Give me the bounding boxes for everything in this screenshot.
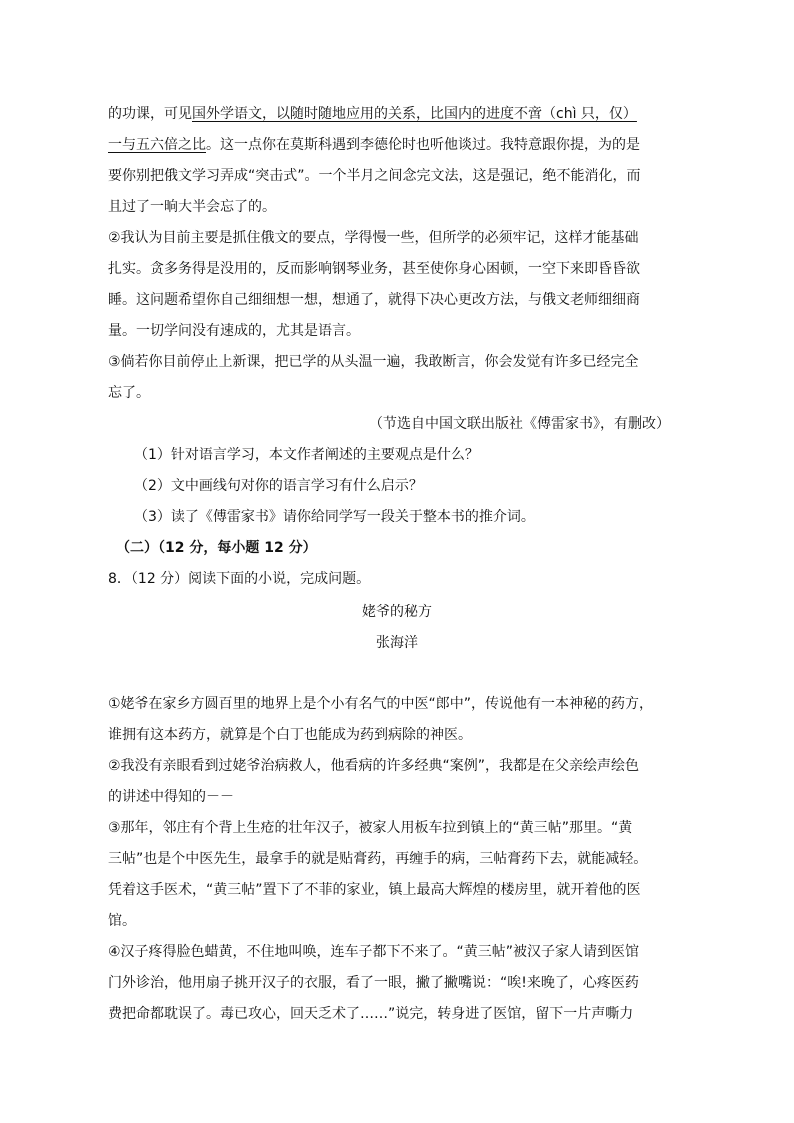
paragraph-3-line-1: ③倘若你目前停止上新课，把已学的从头温一遍，我敢断言，你会发觉有许多已经完全 xyxy=(108,354,639,370)
section-header: （二）（12 分，每小题 12 分） xyxy=(116,540,317,556)
story-paragraph-1-line-1: ①姥爷在家乡方圆百里的地界上是个小有名气的中医“郎中”，传说他有一本神秘的药方， xyxy=(108,696,654,712)
paragraph-1-line-1 xyxy=(108,104,678,124)
story-title: 姥爷的秘方 xyxy=(362,604,432,620)
paragraph-2-line-1: ②我认为目前主要是抓住俄文的要点，学得慢一些，但所学的必须牢记，这样才能基础 xyxy=(108,230,639,246)
paragraph-1-line-2 xyxy=(108,135,678,155)
underlined-text: 国外学语文，以随时随地应用的关系，比国内的进度不啻（chì 只，仅） xyxy=(192,106,637,122)
question-2: （2）文中画线句对你的语言学习有什么启示？ xyxy=(134,478,423,494)
story-paragraph-4-line-1: ④汉子疼得脸色蜡黄，不住地叫唤，连车子都下不来了。“黄三帖”被汉子家人请到医馆 xyxy=(108,944,640,960)
story-paragraph-3-line-2: 三帖”也是个中医先生，最拿手的就是贴膏药，再缠手的病，三帖膏药下去，就能减轻。 xyxy=(108,851,648,867)
underlined-text: 一与五六倍之比 xyxy=(108,137,206,153)
story-paragraph-3-line-1: ③那年，邻庄有个背上生疮的壮年汉子，被家人用板车拉到镇上的“黄三帖”那里。“黄 xyxy=(108,820,633,836)
question-1: （1）针对语言学习，本文作者阐述的主要观点是什么？ xyxy=(134,447,479,463)
story-paragraph-4-line-2: 门外诊治，他用扇子挑开汉子的衣服，看了一眼，撇了撇嘴说：“唉!来晚了，心疼医药 xyxy=(108,975,639,991)
paragraph-1-line-4: 且过了一晌大半会忘了的。 xyxy=(108,199,276,215)
story-paragraph-3-line-4: 馆。 xyxy=(108,913,136,929)
question-3: （3）读了《傅雷家书》请你给同学写一段关于整本书的推介词。 xyxy=(134,509,535,525)
story-author: 张海洋 xyxy=(376,635,418,651)
paragraph-2-line-4: 量。一切学问没有速成的，尤其是语言。 xyxy=(108,323,360,339)
source-citation: （节选自中国文联出版社《傅雷家书》，有删改） xyxy=(369,416,670,432)
question-8-prompt: 8．（12 分）阅读下面的小说，完成问题。 xyxy=(108,571,371,587)
story-paragraph-1-line-2: 谁拥有这本药方，就算是个白丁也能成为药到病除的神医。 xyxy=(108,727,472,743)
text-run: 的功课，可见 xyxy=(108,106,192,122)
story-paragraph-4-line-3: 费把命都耽误了。毒已攻心，回天乏术了……”说完，转身进了医馆，留下一片声嘶力 xyxy=(108,1006,634,1022)
story-paragraph-2-line-2: 的讲述中得知的－－ xyxy=(108,789,234,805)
paragraph-2-line-2: 扎实。贪多务得是没用的，反而影响钢琴业务，甚至使你身心困顿，一空下来即昏昏欲 xyxy=(108,261,640,277)
story-paragraph-2-line-1: ②我没有亲眼看到过姥爷治病救人，他看病的许多经典“案例”，我都是在父亲绘声绘色 xyxy=(108,758,640,774)
story-paragraph-3-line-3: 凭着这手医术，“黄三帖”置下了不菲的家业，镇上最高大辉煌的楼房里，就开着他的医 xyxy=(108,882,641,898)
paragraph-1-line-3: 要你别把俄文学习弄成“突击式”。一个半月之间念完文法，这是强记，绝不能消化，而 xyxy=(108,168,641,184)
paragraph-3-line-2: 忘了。 xyxy=(108,385,150,401)
paragraph-2-line-3: 睡。这问题希望你自己细细想一想，想通了，就得下决心更改方法，与俄文老师细细商 xyxy=(108,292,640,308)
text-run: 。这一点你在莫斯科遇到李德伦时也听他谈过。我特意跟你提，为的是 xyxy=(206,137,640,153)
